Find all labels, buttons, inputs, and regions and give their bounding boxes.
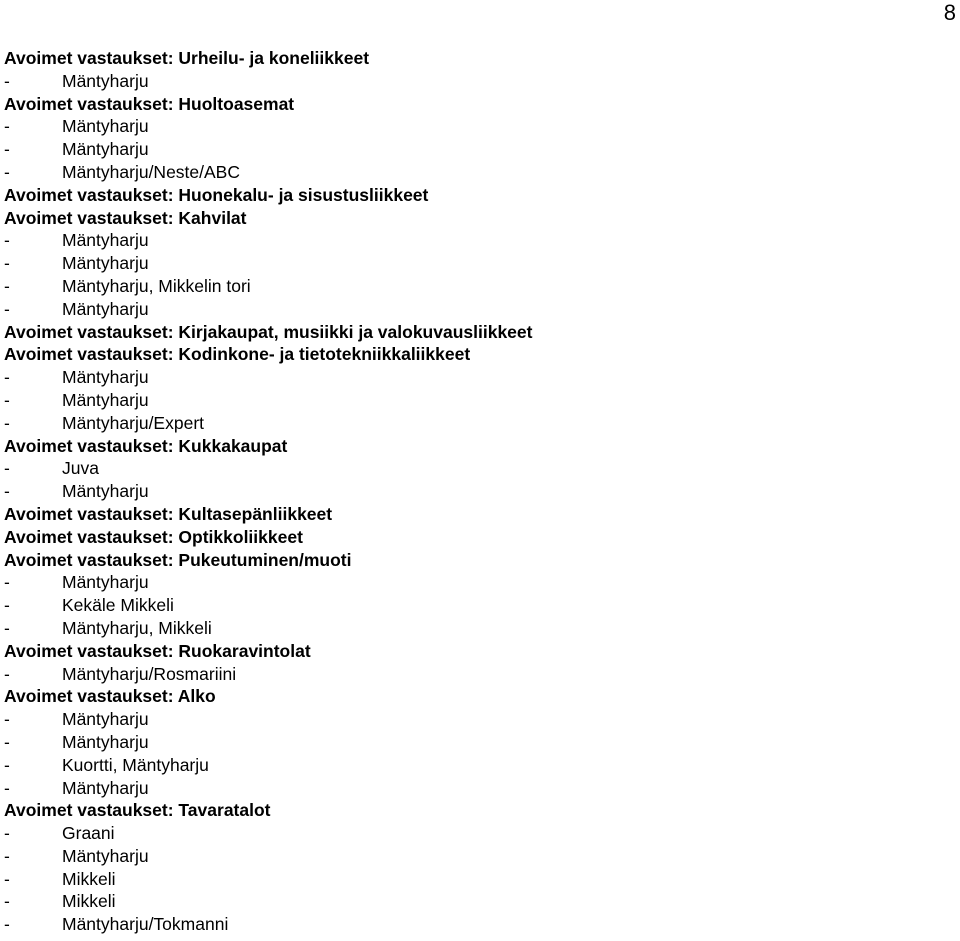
- answer-item: [4, 480, 944, 503]
- answer-text: Mäntyharju: [62, 230, 149, 251]
- answer-text: Mäntyharju: [62, 709, 149, 730]
- bullet-dash: -: [4, 70, 10, 91]
- section-heading: Avoimet vastaukset: Kultasepänliikkeet: [4, 503, 333, 524]
- bullet-dash: -: [4, 275, 10, 296]
- answer-text: Mäntyharju: [62, 389, 149, 410]
- answer-text: Mäntyharju, Mikkelin tori: [62, 275, 251, 296]
- bullet-dash: -: [4, 161, 10, 182]
- answer-text: Mäntyharju: [62, 845, 149, 866]
- answer-item: [4, 389, 944, 412]
- bullet-dash: -: [4, 754, 10, 775]
- answer-text: Mäntyharju: [62, 481, 149, 502]
- bullet-dash: -: [4, 709, 10, 730]
- bullet-dash: -: [4, 367, 10, 388]
- answer-text: Mäntyharju: [62, 367, 149, 388]
- section-heading: Avoimet vastaukset: Huoltoasemat: [4, 93, 295, 114]
- answer-item: [4, 275, 944, 298]
- bullet-dash: -: [4, 845, 10, 866]
- section-heading: Avoimet vastaukset: Kukkakaupat: [4, 435, 288, 456]
- section-heading: Avoimet vastaukset: Tavaratalot: [4, 800, 271, 821]
- bullet-dash: -: [4, 777, 10, 798]
- section-heading: Avoimet vastaukset: Alko: [4, 686, 216, 707]
- bullet-dash: -: [4, 253, 10, 274]
- answer-text: Mäntyharju/Neste/ABC: [62, 161, 240, 182]
- answer-item: [4, 298, 944, 321]
- bullet-dash: -: [4, 914, 10, 935]
- answer-text: Mäntyharju: [62, 298, 149, 319]
- section-heading: Avoimet vastaukset: Urheilu- ja koneliikkeet: [4, 48, 370, 68]
- answer-text: Mikkeli: [62, 891, 116, 912]
- bullet-dash: -: [4, 230, 10, 251]
- answer-text: Mäntyharju: [62, 572, 149, 593]
- section-heading: Avoimet vastaukset: Huonekalu- ja sisustusliikkeet: [4, 184, 429, 205]
- document-body: [4, 47, 944, 936]
- answer-item: [4, 70, 944, 93]
- answer-text: Mäntyharju: [62, 731, 149, 752]
- answer-item: [4, 594, 944, 617]
- bullet-dash: -: [4, 298, 10, 319]
- answer-item: [4, 366, 944, 389]
- answer-text: Mäntyharju: [62, 253, 149, 274]
- answer-text: Mäntyharju: [62, 70, 149, 91]
- section-heading: Avoimet vastaukset: Kahvilat: [4, 207, 247, 228]
- bullet-dash: -: [4, 891, 10, 912]
- answer-text: Kuortti, Mäntyharju: [62, 754, 209, 775]
- answer-item: [4, 115, 944, 138]
- answer-item: [4, 845, 944, 868]
- answer-item: [4, 913, 944, 936]
- bullet-dash: -: [4, 116, 10, 137]
- bullet-dash: -: [4, 868, 10, 889]
- bullet-dash: -: [4, 481, 10, 502]
- answer-item: [4, 777, 944, 800]
- answer-item: [4, 822, 944, 845]
- bullet-dash: -: [4, 412, 10, 433]
- bullet-dash: -: [4, 731, 10, 752]
- answer-item: [4, 663, 944, 686]
- bullet-dash: -: [4, 572, 10, 593]
- answer-text: Mäntyharju, Mikkeli: [62, 617, 212, 638]
- answer-item: [4, 412, 944, 435]
- answer-item: [4, 138, 944, 161]
- answer-item: [4, 890, 944, 913]
- section-heading: Avoimet vastaukset: Kodinkone- ja tietotekniikkaliikkeet: [4, 344, 471, 365]
- answer-text: Mäntyharju: [62, 116, 149, 137]
- answer-item: [4, 229, 944, 252]
- bullet-dash: -: [4, 823, 10, 844]
- page-number: 8: [943, 0, 956, 25]
- answer-text: Mäntyharju/Expert: [62, 412, 205, 433]
- answer-item: [4, 457, 944, 480]
- answer-item: [4, 708, 944, 731]
- answer-item: [4, 754, 944, 777]
- bullet-dash: -: [4, 458, 10, 479]
- answer-item: [4, 252, 944, 275]
- answer-text: Mikkeli: [62, 868, 116, 889]
- bullet-dash: -: [4, 139, 10, 160]
- answer-item: [4, 617, 944, 640]
- answer-text: Mäntyharju: [62, 777, 149, 798]
- answer-item: [4, 571, 944, 594]
- answer-text: Graani: [62, 823, 115, 844]
- bullet-dash: -: [4, 617, 10, 638]
- answer-item: [4, 161, 944, 184]
- bullet-dash: -: [4, 595, 10, 616]
- answer-text: Mäntyharju/Tokmanni: [62, 914, 229, 935]
- answer-text: Mäntyharju: [62, 139, 149, 160]
- answer-item: [4, 731, 944, 754]
- answer-text: Mäntyharju/Rosmariini: [62, 663, 237, 684]
- section-heading: Avoimet vastaukset: Optikkoliikkeet: [4, 526, 303, 547]
- answer-text: Juva: [62, 458, 99, 479]
- answer-text: Kekäle Mikkeli: [62, 595, 174, 616]
- section-heading: Avoimet vastaukset: Ruokaravintolat: [4, 640, 311, 661]
- section-heading: Avoimet vastaukset: Kirjakaupat, musiikki ja valokuvausliikkeet: [4, 321, 533, 342]
- section-heading: Avoimet vastaukset: Pukeutuminen/muoti: [4, 549, 352, 570]
- answer-item: [4, 868, 944, 891]
- bullet-dash: -: [4, 389, 10, 410]
- bullet-dash: -: [4, 663, 10, 684]
